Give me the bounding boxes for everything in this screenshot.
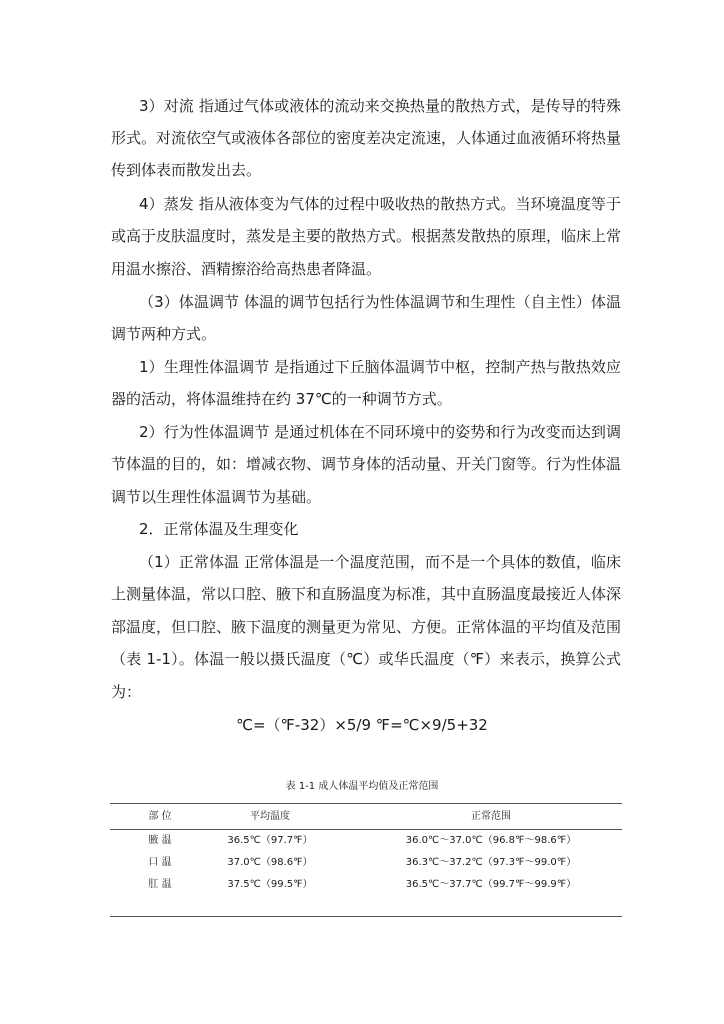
paragraph-line: 为： — [111, 683, 142, 701]
table-caption: 表 1-1 成人体温平均值及正常范围 — [285, 781, 439, 792]
paragraph-line: 器的活动，将体温维持在约 37℃的一种调节方式。 — [111, 390, 452, 408]
table-cell: 腋 温 — [148, 835, 172, 846]
table-top-rule — [110, 803, 622, 804]
table-header-cell: 平均温度 — [250, 811, 290, 822]
table-header-rule — [110, 829, 622, 830]
paragraph-line: 节体温的目的，如：增减衣物、调节身体的活动量、开关门窗等。行为性体温 — [111, 455, 622, 473]
conversion-formula: ℃=（℉-32）×5/9 ℉=℃×9/5+32 — [236, 716, 488, 734]
paragraph-line: 形式。对流依空气或液体各部位的密度差决定流速，人体通过血液循环将热量 — [111, 129, 622, 147]
table-header-cell: 部 位 — [148, 811, 172, 822]
table-bottom-rule — [110, 916, 622, 917]
paragraph-line: 1）生理性体温调节 是指通过下丘脑体温调节中枢，控制产热与散热效应 — [139, 358, 621, 376]
paragraph-line: 传到体表而散发出去。 — [111, 161, 262, 179]
paragraph-line: （1）正常体温 正常体温是一个温度范围，而不是一个具体的数值，临床 — [139, 553, 621, 571]
table-cell: 口 温 — [148, 857, 172, 868]
table-cell: 肛 温 — [148, 879, 172, 890]
paragraph-line: 4）蒸发 指从液体变为气体的过程中吸收热的散热方式。当环境温度等于 — [139, 195, 621, 213]
table-cell: 36.3℃～37.2℃（97.3℉～99.0℉） — [405, 857, 577, 868]
section-heading: 2．正常体温及生理变化 — [139, 520, 299, 538]
paragraph-line: （3）体温调节 体温的调节包括行为性体温调节和生理性（自主性）体温 — [139, 293, 621, 311]
paragraph-line: 部温度，但口腔、腋下温度的测量更为常见、方便。正常体温的平均值及范围 — [111, 618, 622, 636]
paragraph-line: 用温水擦浴、酒精擦浴给高热患者降温。 — [111, 260, 382, 278]
paragraph-line: 3）对流 指通过气体或液体的流动来交换热量的散热方式，是传导的特殊 — [139, 97, 621, 115]
table-cell: 36.5℃（97.7℉） — [227, 835, 313, 846]
table-cell: 37.5℃（99.5℉） — [227, 879, 313, 890]
paragraph-line: 调节两种方式。 — [111, 325, 217, 343]
table-cell: 36.5℃～37.7℃（99.7℉～99.9℉） — [405, 879, 577, 890]
paragraph-line: 调节以生理性体温调节为基础。 — [111, 488, 322, 506]
paragraph-line: 或高于皮肤温度时，蒸发是主要的散热方式。根据蒸发散热的原理，临床上常 — [111, 227, 622, 245]
table-cell: 36.0℃～37.0℃（96.8℉～98.6℉） — [405, 835, 577, 846]
table-cell: 37.0℃（98.6℉） — [227, 857, 313, 868]
paragraph-line: 2）行为性体温调节 是通过机体在不同环境中的姿势和行为改变而达到调 — [139, 423, 621, 441]
paragraph-line: （表 1-1）。体温一般以摄氏温度（℃）或华氏温度（℉）来表示，换算公式 — [111, 650, 621, 668]
table-header-cell: 正常范围 — [471, 811, 511, 822]
paragraph-line: 上测量体温，常以口腔、腋下和直肠温度为标准，其中直肠温度最接近人体深 — [111, 585, 622, 603]
